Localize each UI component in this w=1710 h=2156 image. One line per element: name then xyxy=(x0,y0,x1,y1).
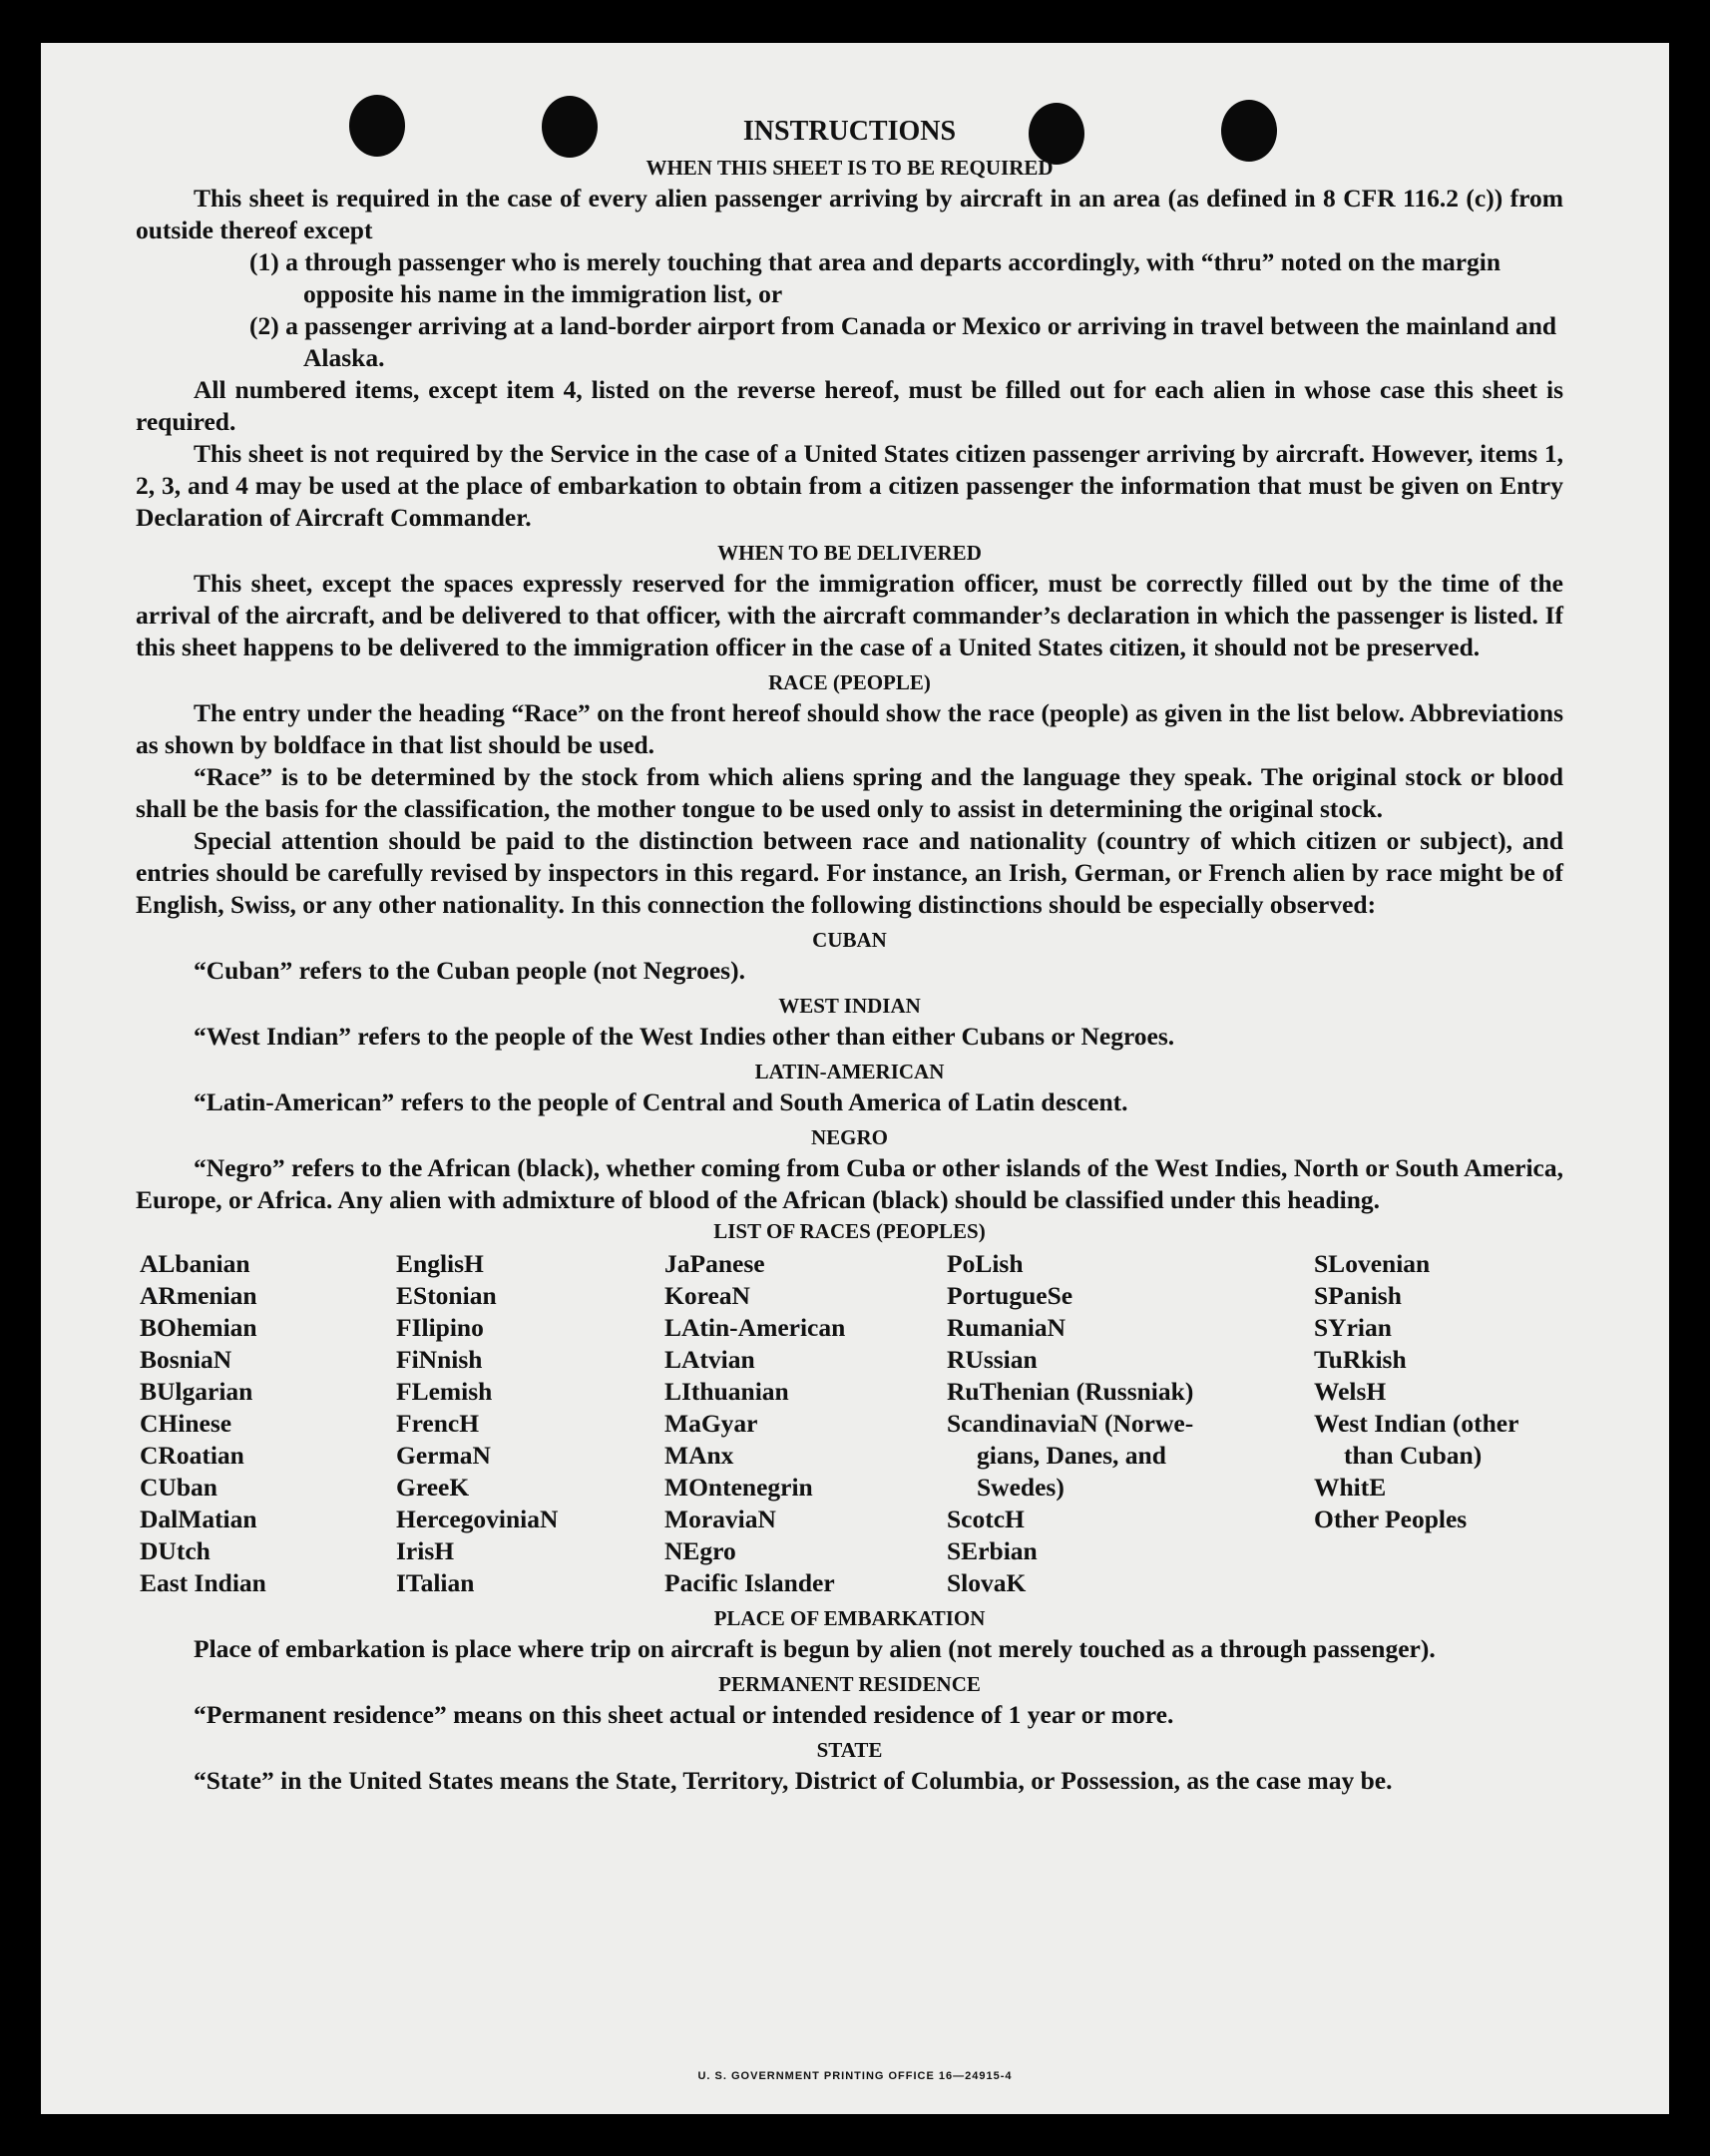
section-heading: LATIN-AMERICAN xyxy=(754,1060,945,1083)
race-item: EnglisH xyxy=(396,1249,484,1278)
list-item: (2) a passenger arriving at a land-border airport from Canada or Mexico or arriving in travel between the mainland and Alaska. xyxy=(249,311,1557,372)
race-item: MOntenegrin xyxy=(664,1473,813,1502)
section-heading: NEGRO xyxy=(810,1125,888,1149)
list-item: (1) a through passenger who is merely touching that area and departs accordingly, with “thru” noted on the margin opposite his name in the immigration list, or xyxy=(249,247,1501,308)
race-item: BOhemian xyxy=(140,1313,257,1342)
paragraph: “Cuban” refers to the Cuban people (not Negroes). xyxy=(194,956,745,985)
race-item: ARmenian xyxy=(140,1281,257,1310)
race-item: PoLish xyxy=(947,1249,1024,1278)
race-item: MAnx xyxy=(664,1441,734,1470)
race-item: DalMatian xyxy=(140,1505,257,1533)
races-table xyxy=(140,1248,1563,1599)
race-item: Swedes) xyxy=(977,1473,1065,1502)
section-heading: WHEN THIS SHEET IS TO BE REQUIRED xyxy=(645,156,1054,180)
race-item: ScotcH xyxy=(947,1505,1025,1533)
race-item: LIthuanian xyxy=(664,1377,789,1406)
paragraph: “Race” is to be determined by the stock from which aliens spring and the language they speak. The original stock or blood shall be the basis for the classification, the mother tongue to be used only to assist in determining the original stock. xyxy=(136,762,1563,823)
printer-footer: U. S. GOVERNMENT PRINTING OFFICE 16—24915-4 xyxy=(697,2070,1013,2082)
race-item: ScandinaviaN (Norwe- xyxy=(947,1409,1194,1438)
race-item: PortugueSe xyxy=(947,1281,1073,1310)
race-item: TuRkish xyxy=(1314,1345,1407,1374)
race-item: West Indian (other xyxy=(1314,1409,1519,1438)
race-item: SErbian xyxy=(947,1536,1038,1565)
paragraph: “West Indian” refers to the people of the West Indies other than either Cubans or Negroes. xyxy=(194,1022,1175,1051)
race-item: IrisH xyxy=(396,1536,455,1565)
race-item: CRoatian xyxy=(140,1441,244,1470)
document-sheet xyxy=(41,43,1669,2114)
paragraph: The entry under the heading “Race” on the front hereof should show the race (people) as given in the list below. Abbreviations as shown by boldface in that list should be used. xyxy=(136,698,1563,759)
section-heading: WHEN TO BE DELIVERED xyxy=(717,541,982,565)
races-column xyxy=(947,1248,1314,1599)
race-item: CHinese xyxy=(140,1409,232,1438)
race-item: FiNnish xyxy=(396,1345,483,1374)
race-item: SlovaK xyxy=(947,1568,1027,1597)
paragraph: “Latin-American” refers to the people of Central and South America of Latin descent. xyxy=(194,1087,1128,1116)
race-item: RuThenian (Russniak) xyxy=(947,1377,1194,1406)
race-item: SPanish xyxy=(1314,1281,1402,1310)
section-heading: PLACE OF EMBARKATION xyxy=(713,1606,986,1630)
race-item: RumaniaN xyxy=(947,1313,1067,1342)
paragraph: “Negro” refers to the African (black), whether coming from Cuba or other islands of the West Indies, North or South America, Europe, or Africa. Any alien with admixture of blood of the African (black) should be classified under this heading. xyxy=(136,1153,1563,1214)
paragraph: All numbered items, except item 4, listed on the reverse hereof, must be filled out for each alien in whose case this sheet is required. xyxy=(136,375,1563,436)
race-item: FrencH xyxy=(396,1409,480,1438)
section-heading: WEST INDIAN xyxy=(778,994,921,1018)
race-item: NEgro xyxy=(664,1536,736,1565)
section-heading: RACE (PEOPLE) xyxy=(768,670,931,694)
race-item: FIlipino xyxy=(396,1313,484,1342)
race-item: ITalian xyxy=(396,1568,475,1597)
paragraph: Place of embarkation is place where trip on aircraft is begun by alien (not merely touched as a through passenger). xyxy=(194,1634,1436,1663)
race-item: Other Peoples xyxy=(1314,1505,1468,1533)
race-item: RUssian xyxy=(947,1345,1038,1374)
races-column xyxy=(664,1248,947,1599)
race-item: KoreaN xyxy=(664,1281,750,1310)
page-title: INSTRUCTIONS xyxy=(742,116,957,147)
paragraph: Special attention should be paid to the distinction between race and nationality (country of which citizen or subject), and entries should be carefully revised by inspectors in this regard. For instance, an Irish, German, or French alien by race might be of English, Swiss, or any other nationality. In this connection the following distinctions should be especially observed: xyxy=(136,826,1563,919)
race-item: BosniaN xyxy=(140,1345,232,1374)
race-item: EStonian xyxy=(396,1281,497,1310)
paragraph: “State” in the United States means the State, Territory, District of Columbia, or Possession, as the case may be. xyxy=(194,1766,1393,1795)
race-item: ALbanian xyxy=(140,1249,250,1278)
race-item: LAtin-American xyxy=(664,1313,846,1342)
section-heading: STATE xyxy=(816,1738,883,1762)
race-item: HercegoviniaN xyxy=(396,1505,559,1533)
race-item: LAtvian xyxy=(664,1345,755,1374)
section-heading: PERMANENT RESIDENCE xyxy=(718,1672,981,1696)
race-item: MoraviaN xyxy=(664,1505,776,1533)
race-item: GermaN xyxy=(396,1441,491,1470)
race-item: JaPanese xyxy=(664,1249,765,1278)
race-item: East Indian xyxy=(140,1568,266,1597)
race-item: GreeK xyxy=(396,1473,470,1502)
paragraph: This sheet, except the spaces expressly reserved for the immigration officer, must be correctly filled out by the time of the arrival of the aircraft, and be delivered to that officer, with the aircraft commander’s declaration in which the passenger is listed. If this sheet happens to be delivered to the immigration officer in the case of a United States citizen, it should not be preserved. xyxy=(136,569,1563,661)
race-item: MaGyar xyxy=(664,1409,758,1438)
race-item: Pacific Islander xyxy=(664,1568,835,1597)
races-column xyxy=(140,1248,396,1599)
races-column xyxy=(396,1248,664,1599)
race-item: FLemish xyxy=(396,1377,493,1406)
race-item: gians, Danes, and xyxy=(977,1441,1166,1470)
race-item: DUtch xyxy=(140,1536,211,1565)
instructions-body xyxy=(136,115,1563,1797)
race-item: WhitE xyxy=(1314,1473,1387,1502)
race-item: than Cuban) xyxy=(1344,1441,1483,1470)
race-item: WelsH xyxy=(1314,1377,1387,1406)
paragraph: This sheet is not required by the Service in the case of a United States citizen passenger arriving by aircraft. However, items 1, 2, 3, and 4 may be used at the place of embarkation to obtain from a citizen passenger the information that must be given on Entry Declaration of Aircraft Commander. xyxy=(136,439,1563,532)
races-column xyxy=(1314,1248,1563,1599)
paragraph: “Permanent residence” means on this sheet actual or intended residence of 1 year or more. xyxy=(194,1700,1174,1729)
section-heading: CUBAN xyxy=(812,928,887,952)
paragraph: This sheet is required in the case of every alien passenger arriving by aircraft in an area (as defined in 8 CFR 116.2 (c)) from outside thereof except xyxy=(136,184,1563,244)
race-item: SLovenian xyxy=(1314,1249,1431,1278)
race-item: SYrian xyxy=(1314,1313,1392,1342)
race-item: BUlgarian xyxy=(140,1377,253,1406)
race-item: CUban xyxy=(140,1473,217,1502)
races-heading: LIST OF RACES (PEOPLES) xyxy=(713,1219,986,1243)
